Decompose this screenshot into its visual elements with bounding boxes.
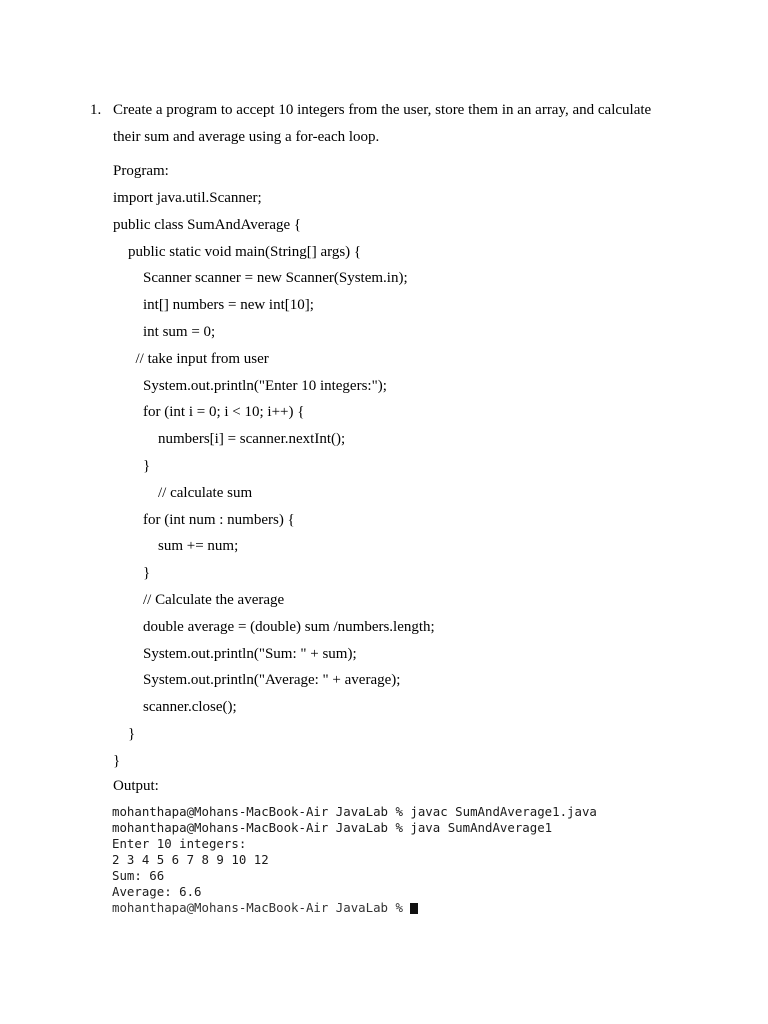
code-line: public static void main(String[] args) { (128, 244, 362, 260)
terminal-line: Average: 6.6 (112, 884, 202, 899)
code-line: int sum = 0; (143, 324, 216, 340)
code-line: for (int i = 0; i < 10; i++) { (143, 404, 305, 420)
terminal-prompt-line (112, 900, 632, 916)
output-label: Output: (113, 778, 159, 794)
terminal-line: Enter 10 integers: (112, 836, 247, 851)
code-line: double average = (double) sum /numbers.length; (143, 619, 435, 635)
code-line: } (113, 753, 121, 769)
code-line: } (128, 726, 136, 742)
code-line: // calculate sum (158, 485, 253, 501)
question-text (113, 97, 678, 151)
code-line: int[] numbers = new int[10]; (143, 297, 314, 313)
terminal-output (112, 804, 632, 915)
code-line: System.out.println("Sum: " + sum); (143, 646, 357, 662)
cursor-icon (410, 903, 418, 914)
question-line-2: their sum and average using a for-each loop. (113, 129, 380, 145)
terminal-line: 2 3 4 5 6 7 8 9 10 12 (112, 852, 269, 867)
program-label: Program: (113, 163, 169, 179)
code-line: // Calculate the average (143, 592, 285, 608)
code-line: } (143, 565, 151, 581)
code-line: sum += num; (158, 538, 239, 554)
terminal-line: Sum: 66 (112, 868, 165, 883)
question-line-1: Create a program to accept 10 integers from the user, store them in an array, and calculate (113, 102, 652, 118)
terminal-line: mohanthapa@Mohans-MacBook-Air JavaLab % java SumAndAverage1 (112, 820, 553, 835)
code-line: System.out.println("Average: " + average); (143, 672, 401, 688)
code-line: scanner.close(); (143, 699, 237, 715)
code-line: import java.util.Scanner; (113, 190, 262, 206)
question-number: 1. (90, 102, 102, 118)
code-line: System.out.println("Enter 10 integers:"); (143, 378, 387, 394)
code-line: public class SumAndAverage { (113, 217, 302, 233)
code-line: } (143, 458, 151, 474)
terminal-prompt: mohanthapa@Mohans-MacBook-Air JavaLab % (112, 900, 411, 915)
code-line: Scanner scanner = new Scanner(System.in); (143, 270, 408, 286)
terminal-line: mohanthapa@Mohans-MacBook-Air JavaLab % javac SumAndAverage1.java (112, 804, 597, 819)
code-line: for (int num : numbers) { (143, 512, 295, 528)
code-line: // take input from user (135, 351, 269, 367)
code-line: numbers[i] = scanner.nextInt(); (158, 431, 346, 447)
